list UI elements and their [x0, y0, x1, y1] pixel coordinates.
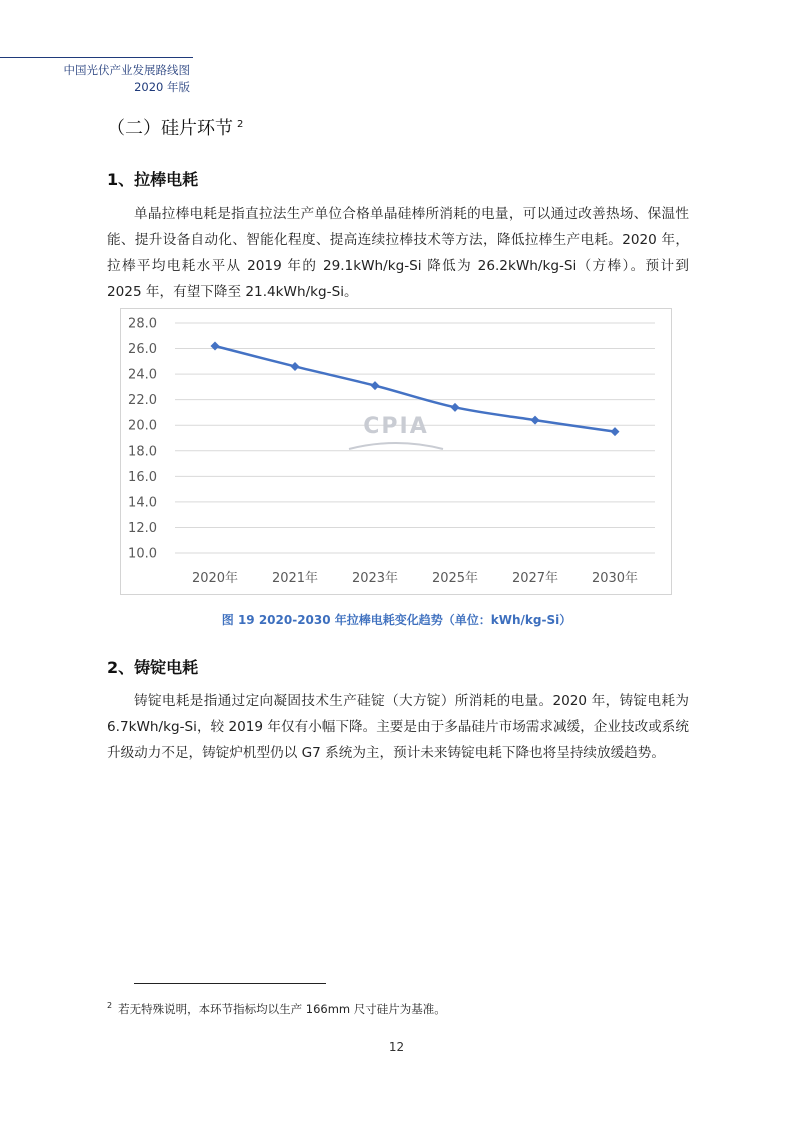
- watermark-swoosh: [349, 443, 443, 449]
- y-tick-label: 28.0: [128, 316, 157, 332]
- y-tick-label: 22.0: [128, 393, 157, 409]
- y-tick-label: 16.0: [128, 469, 157, 485]
- y-tick-label: 12.0: [128, 520, 157, 536]
- subsection-title-1: 1、拉棒电耗: [107, 170, 199, 189]
- data-point: [291, 362, 300, 371]
- data-point: [451, 403, 460, 412]
- y-tick-label: 14.0: [128, 495, 157, 511]
- x-tick-label: 2030年: [591, 571, 639, 586]
- page-number: 12: [388, 1040, 405, 1054]
- header-title: 中国光伏产业发展路线图: [63, 63, 190, 77]
- y-tick-label: 18.0: [128, 444, 157, 460]
- figure-caption: 图 19 2020-2030 年拉棒电耗变化趋势（单位：kWh/kg-Si）: [221, 613, 572, 627]
- header-edition: 2020 年版: [134, 80, 190, 94]
- section-title: [107, 114, 243, 140]
- chart: [120, 308, 672, 595]
- section-title-text: （二）硅片环节: [107, 118, 233, 139]
- x-tick-label: 2021年: [271, 571, 319, 586]
- footnote-ref: 2: [237, 119, 244, 130]
- y-tick-label: 10.0: [128, 546, 157, 562]
- x-tick-label: 2020年: [191, 571, 239, 586]
- y-tick-label: 24.0: [128, 367, 157, 383]
- footnote-text: 若无特殊说明，本环节指标均以生产 166mm 尺寸硅片为基准。: [118, 1002, 446, 1016]
- footnote-rule: [134, 983, 326, 984]
- footnote: [107, 1001, 446, 1017]
- footnote-number: 2: [107, 1001, 113, 1011]
- y-tick-label: 26.0: [128, 342, 157, 358]
- watermark-logo: CPIA: [363, 414, 429, 439]
- data-point: [531, 416, 540, 425]
- header-rule: [0, 57, 193, 58]
- x-tick-label: 2025年: [431, 571, 479, 586]
- line-chart: [121, 309, 673, 596]
- y-tick-label: 20.0: [128, 418, 157, 434]
- paragraph-1: 单晶拉棒电耗是指直拉法生产单位合格单晶硅棒所消耗的电量，可以通过改善热场、保温性能、提升设备自动化、智能化程度、提高连续拉棒技术等方法，降低拉棒生产电耗。2020 年，拉棒平均电耗水平从 2019 年的 29.1kWh/kg-Si 降低为 26.2kWh/kg-Si（方棒）。预计到 2025 年，有望下降至 21.4kWh/kg-Si。: [107, 206, 689, 300]
- data-point: [371, 381, 380, 390]
- data-point: [211, 342, 220, 351]
- data-point: [611, 427, 620, 436]
- x-tick-label: 2027年: [511, 571, 559, 586]
- subsection-title-2: 2、铸锭电耗: [107, 658, 199, 677]
- paragraph-2: 铸锭电耗是指通过定向凝固技术生产硅锭（大方锭）所消耗的电量。2020 年，铸锭电耗为 6.7kWh/kg-Si，较 2019 年仅有小幅下降。主要是由于多晶硅片市场需求减缓，企业技改或系统升级动力不足，铸锭炉机型仍以 G7 系统为主，预计未来铸锭电耗下降也将呈持续放缓趋势。: [107, 693, 689, 761]
- x-tick-label: 2023年: [351, 571, 399, 586]
